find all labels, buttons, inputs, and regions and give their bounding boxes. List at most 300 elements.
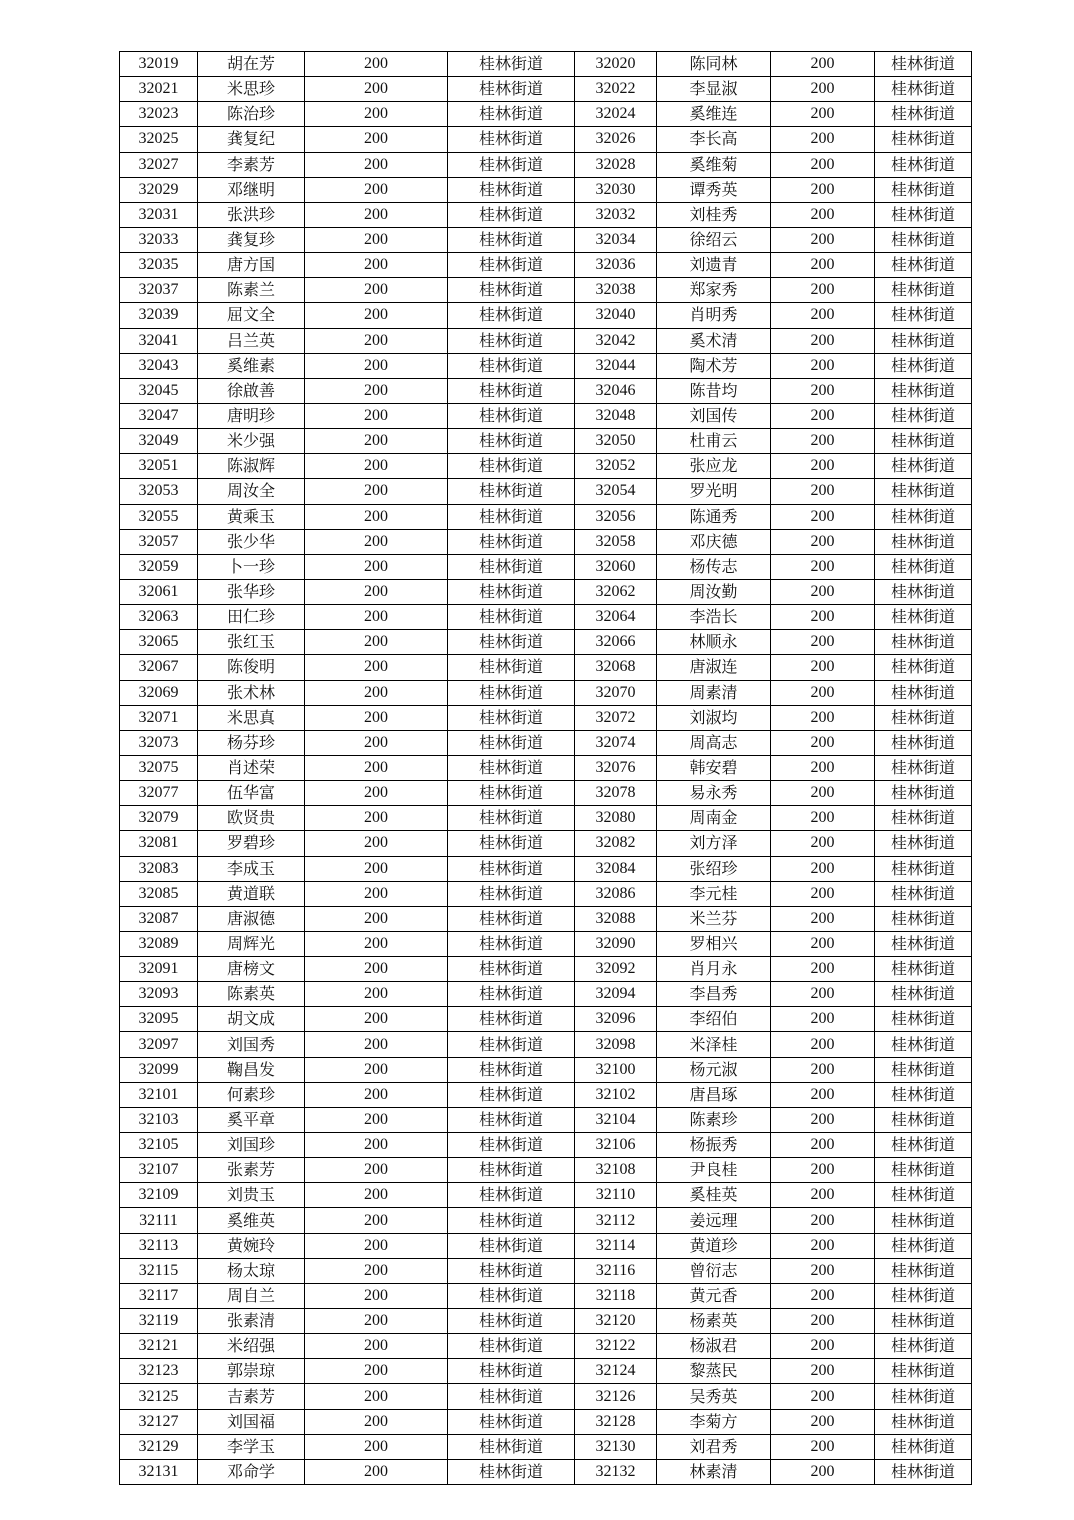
table-row bbox=[120, 454, 972, 479]
table-row bbox=[120, 52, 972, 77]
table-row bbox=[120, 303, 972, 328]
table-row bbox=[120, 1434, 972, 1459]
amount-cell: 200 bbox=[771, 931, 875, 956]
table-row bbox=[120, 1384, 972, 1409]
amount-cell: 200 bbox=[305, 906, 448, 931]
street-name-cell: 桂林街道 bbox=[448, 1409, 575, 1434]
record-id-cell: 32090 bbox=[575, 931, 657, 956]
table-row bbox=[120, 1032, 972, 1057]
record-id-cell: 32077 bbox=[120, 781, 198, 806]
amount-cell: 200 bbox=[305, 1409, 448, 1434]
table-row bbox=[120, 1158, 972, 1183]
record-id-cell: 32092 bbox=[575, 957, 657, 982]
record-id-cell: 32027 bbox=[120, 152, 198, 177]
record-id-cell: 32129 bbox=[120, 1434, 198, 1459]
table-row bbox=[120, 705, 972, 730]
table-row bbox=[120, 931, 972, 956]
table-row bbox=[120, 127, 972, 152]
street-name-cell: 桂林街道 bbox=[875, 705, 972, 730]
person-name-cell: 奚维菊 bbox=[657, 152, 771, 177]
amount-cell: 200 bbox=[771, 1208, 875, 1233]
amount-cell: 200 bbox=[305, 1434, 448, 1459]
person-name-cell: 陈同林 bbox=[657, 52, 771, 77]
street-name-cell: 桂林街道 bbox=[875, 931, 972, 956]
person-name-cell: 李浩长 bbox=[657, 605, 771, 630]
person-name-cell: 唐昌琢 bbox=[657, 1082, 771, 1107]
amount-cell: 200 bbox=[771, 730, 875, 755]
record-id-cell: 32046 bbox=[575, 378, 657, 403]
person-name-cell: 杨芬珍 bbox=[198, 730, 305, 755]
street-name-cell: 桂林街道 bbox=[448, 982, 575, 1007]
street-name-cell: 桂林街道 bbox=[875, 579, 972, 604]
record-id-cell: 32076 bbox=[575, 755, 657, 780]
street-name-cell: 桂林街道 bbox=[448, 278, 575, 303]
street-name-cell: 桂林街道 bbox=[448, 957, 575, 982]
street-name-cell: 桂林街道 bbox=[875, 1258, 972, 1283]
amount-cell: 200 bbox=[771, 1007, 875, 1032]
table-row bbox=[120, 1334, 972, 1359]
record-id-cell: 32113 bbox=[120, 1233, 198, 1258]
person-name-cell: 卜一珍 bbox=[198, 554, 305, 579]
street-name-cell: 桂林街道 bbox=[875, 77, 972, 102]
amount-cell: 200 bbox=[305, 630, 448, 655]
street-name-cell: 桂林街道 bbox=[875, 1334, 972, 1359]
street-name-cell: 桂林街道 bbox=[875, 1082, 972, 1107]
street-name-cell: 桂林街道 bbox=[448, 1133, 575, 1158]
table-row bbox=[120, 630, 972, 655]
street-name-cell: 桂林街道 bbox=[875, 454, 972, 479]
record-id-cell: 32056 bbox=[575, 504, 657, 529]
record-id-cell: 32088 bbox=[575, 906, 657, 931]
record-id-cell: 32101 bbox=[120, 1082, 198, 1107]
record-id-cell: 32078 bbox=[575, 781, 657, 806]
person-name-cell: 张素芳 bbox=[198, 1158, 305, 1183]
record-id-cell: 32026 bbox=[575, 127, 657, 152]
amount-cell: 200 bbox=[771, 1233, 875, 1258]
record-id-cell: 32073 bbox=[120, 730, 198, 755]
person-name-cell: 唐方国 bbox=[198, 253, 305, 278]
street-name-cell: 桂林街道 bbox=[875, 1459, 972, 1484]
table-row bbox=[120, 378, 972, 403]
record-id-cell: 32119 bbox=[120, 1309, 198, 1334]
person-name-cell: 杨太琼 bbox=[198, 1258, 305, 1283]
amount-cell: 200 bbox=[305, 127, 448, 152]
table-row bbox=[120, 1107, 972, 1132]
street-name-cell: 桂林街道 bbox=[448, 1158, 575, 1183]
person-name-cell: 徐啟善 bbox=[198, 378, 305, 403]
person-name-cell: 李显淑 bbox=[657, 77, 771, 102]
amount-cell: 200 bbox=[771, 881, 875, 906]
street-name-cell: 桂林街道 bbox=[875, 1107, 972, 1132]
table-row bbox=[120, 605, 972, 630]
street-name-cell: 桂林街道 bbox=[875, 504, 972, 529]
street-name-cell: 桂林街道 bbox=[448, 479, 575, 504]
record-id-cell: 32109 bbox=[120, 1183, 198, 1208]
amount-cell: 200 bbox=[305, 1032, 448, 1057]
amount-cell: 200 bbox=[305, 1057, 448, 1082]
street-name-cell: 桂林街道 bbox=[448, 1082, 575, 1107]
person-name-cell: 肖月永 bbox=[657, 957, 771, 982]
street-name-cell: 桂林街道 bbox=[448, 1032, 575, 1057]
amount-cell: 200 bbox=[771, 1133, 875, 1158]
street-name-cell: 桂林街道 bbox=[448, 881, 575, 906]
record-id-cell: 32091 bbox=[120, 957, 198, 982]
record-id-cell: 32107 bbox=[120, 1158, 198, 1183]
street-name-cell: 桂林街道 bbox=[875, 856, 972, 881]
record-id-cell: 32094 bbox=[575, 982, 657, 1007]
record-id-cell: 32033 bbox=[120, 227, 198, 252]
record-id-cell: 32086 bbox=[575, 881, 657, 906]
amount-cell: 200 bbox=[771, 605, 875, 630]
table-row bbox=[120, 202, 972, 227]
record-id-cell: 32102 bbox=[575, 1082, 657, 1107]
person-name-cell: 周辉光 bbox=[198, 931, 305, 956]
person-name-cell: 唐明珍 bbox=[198, 403, 305, 428]
amount-cell: 200 bbox=[305, 705, 448, 730]
record-id-cell: 32084 bbox=[575, 856, 657, 881]
person-name-cell: 尹良桂 bbox=[657, 1158, 771, 1183]
amount-cell: 200 bbox=[305, 1183, 448, 1208]
person-name-cell: 杨传志 bbox=[657, 554, 771, 579]
amount-cell: 200 bbox=[305, 328, 448, 353]
amount-cell: 200 bbox=[305, 1007, 448, 1032]
record-id-cell: 32031 bbox=[120, 202, 198, 227]
street-name-cell: 桂林街道 bbox=[448, 630, 575, 655]
record-id-cell: 32080 bbox=[575, 806, 657, 831]
table-row bbox=[120, 403, 972, 428]
person-name-cell: 林素清 bbox=[657, 1459, 771, 1484]
person-name-cell: 黎蒸民 bbox=[657, 1359, 771, 1384]
person-name-cell: 吕兰英 bbox=[198, 328, 305, 353]
street-name-cell: 桂林街道 bbox=[875, 755, 972, 780]
person-name-cell: 肖述荣 bbox=[198, 755, 305, 780]
person-name-cell: 黄乘玉 bbox=[198, 504, 305, 529]
table-row bbox=[120, 781, 972, 806]
person-name-cell: 谭秀英 bbox=[657, 177, 771, 202]
street-name-cell: 桂林街道 bbox=[875, 52, 972, 77]
amount-cell: 200 bbox=[771, 1384, 875, 1409]
record-id-cell: 32035 bbox=[120, 253, 198, 278]
person-name-cell: 陈素珍 bbox=[657, 1107, 771, 1132]
record-id-cell: 32052 bbox=[575, 454, 657, 479]
street-name-cell: 桂林街道 bbox=[448, 730, 575, 755]
record-id-cell: 32127 bbox=[120, 1409, 198, 1434]
record-id-cell: 32130 bbox=[575, 1434, 657, 1459]
person-name-cell: 张洪珍 bbox=[198, 202, 305, 227]
person-name-cell: 罗碧珍 bbox=[198, 831, 305, 856]
street-name-cell: 桂林街道 bbox=[448, 1233, 575, 1258]
person-name-cell: 张术林 bbox=[198, 680, 305, 705]
street-name-cell: 桂林街道 bbox=[448, 177, 575, 202]
amount-cell: 200 bbox=[305, 1233, 448, 1258]
amount-cell: 200 bbox=[771, 479, 875, 504]
record-id-cell: 32024 bbox=[575, 102, 657, 127]
record-id-cell: 32030 bbox=[575, 177, 657, 202]
person-name-cell: 刘君秀 bbox=[657, 1434, 771, 1459]
street-name-cell: 桂林街道 bbox=[875, 278, 972, 303]
amount-cell: 200 bbox=[771, 1309, 875, 1334]
street-name-cell: 桂林街道 bbox=[875, 1409, 972, 1434]
amount-cell: 200 bbox=[305, 957, 448, 982]
amount-cell: 200 bbox=[771, 227, 875, 252]
person-name-cell: 唐淑德 bbox=[198, 906, 305, 931]
street-name-cell: 桂林街道 bbox=[875, 429, 972, 454]
record-id-cell: 32040 bbox=[575, 303, 657, 328]
street-name-cell: 桂林街道 bbox=[875, 202, 972, 227]
amount-cell: 200 bbox=[771, 102, 875, 127]
table-row bbox=[120, 806, 972, 831]
street-name-cell: 桂林街道 bbox=[875, 982, 972, 1007]
record-id-cell: 32051 bbox=[120, 454, 198, 479]
person-name-cell: 李菊方 bbox=[657, 1409, 771, 1434]
street-name-cell: 桂林街道 bbox=[875, 152, 972, 177]
street-name-cell: 桂林街道 bbox=[448, 806, 575, 831]
amount-cell: 200 bbox=[771, 906, 875, 931]
person-name-cell: 刘桂秀 bbox=[657, 202, 771, 227]
street-name-cell: 桂林街道 bbox=[875, 881, 972, 906]
street-name-cell: 桂林街道 bbox=[875, 906, 972, 931]
person-name-cell: 邓命学 bbox=[198, 1459, 305, 1484]
amount-cell: 200 bbox=[771, 1032, 875, 1057]
amount-cell: 200 bbox=[305, 202, 448, 227]
street-name-cell: 桂林街道 bbox=[448, 755, 575, 780]
person-name-cell: 奚平章 bbox=[198, 1107, 305, 1132]
amount-cell: 200 bbox=[305, 303, 448, 328]
record-id-cell: 32112 bbox=[575, 1208, 657, 1233]
record-id-cell: 32075 bbox=[120, 755, 198, 780]
street-name-cell: 桂林街道 bbox=[448, 52, 575, 77]
street-name-cell: 桂林街道 bbox=[875, 1032, 972, 1057]
person-name-cell: 周汝勤 bbox=[657, 579, 771, 604]
record-id-cell: 32100 bbox=[575, 1057, 657, 1082]
record-id-cell: 32082 bbox=[575, 831, 657, 856]
record-id-cell: 32053 bbox=[120, 479, 198, 504]
amount-cell: 200 bbox=[771, 378, 875, 403]
amount-cell: 200 bbox=[771, 1258, 875, 1283]
record-id-cell: 32106 bbox=[575, 1133, 657, 1158]
table-row bbox=[120, 554, 972, 579]
person-name-cell: 陶术芳 bbox=[657, 353, 771, 378]
person-name-cell: 张华珍 bbox=[198, 579, 305, 604]
record-id-cell: 32125 bbox=[120, 1384, 198, 1409]
street-name-cell: 桂林街道 bbox=[875, 680, 972, 705]
person-name-cell: 黄元香 bbox=[657, 1283, 771, 1308]
street-name-cell: 桂林街道 bbox=[448, 403, 575, 428]
record-id-cell: 32055 bbox=[120, 504, 198, 529]
street-name-cell: 桂林街道 bbox=[448, 1459, 575, 1484]
amount-cell: 200 bbox=[771, 328, 875, 353]
person-name-cell: 郑家秀 bbox=[657, 278, 771, 303]
street-name-cell: 桂林街道 bbox=[448, 781, 575, 806]
record-id-cell: 32036 bbox=[575, 253, 657, 278]
street-name-cell: 桂林街道 bbox=[448, 655, 575, 680]
amount-cell: 200 bbox=[771, 982, 875, 1007]
person-name-cell: 米绍强 bbox=[198, 1334, 305, 1359]
table-row bbox=[120, 1082, 972, 1107]
street-name-cell: 桂林街道 bbox=[875, 1359, 972, 1384]
record-id-cell: 32126 bbox=[575, 1384, 657, 1409]
person-name-cell: 胡文成 bbox=[198, 1007, 305, 1032]
street-name-cell: 桂林街道 bbox=[875, 253, 972, 278]
amount-cell: 200 bbox=[771, 1283, 875, 1308]
person-name-cell: 周南金 bbox=[657, 806, 771, 831]
street-name-cell: 桂林街道 bbox=[875, 177, 972, 202]
street-name-cell: 桂林街道 bbox=[875, 655, 972, 680]
record-id-cell: 32023 bbox=[120, 102, 198, 127]
record-id-cell: 32099 bbox=[120, 1057, 198, 1082]
person-name-cell: 周汝全 bbox=[198, 479, 305, 504]
street-name-cell: 桂林街道 bbox=[875, 529, 972, 554]
person-name-cell: 韩安碧 bbox=[657, 755, 771, 780]
person-name-cell: 黄婉玲 bbox=[198, 1233, 305, 1258]
record-id-cell: 32089 bbox=[120, 931, 198, 956]
person-name-cell: 奚维连 bbox=[657, 102, 771, 127]
amount-cell: 200 bbox=[305, 227, 448, 252]
record-id-cell: 32105 bbox=[120, 1133, 198, 1158]
street-name-cell: 桂林街道 bbox=[448, 227, 575, 252]
amount-cell: 200 bbox=[305, 554, 448, 579]
person-name-cell: 陈俊明 bbox=[198, 655, 305, 680]
record-id-cell: 32068 bbox=[575, 655, 657, 680]
amount-cell: 200 bbox=[305, 1258, 448, 1283]
table-row bbox=[120, 1409, 972, 1434]
record-id-cell: 32115 bbox=[120, 1258, 198, 1283]
record-id-cell: 32038 bbox=[575, 278, 657, 303]
street-name-cell: 桂林街道 bbox=[875, 730, 972, 755]
person-name-cell: 唐淑连 bbox=[657, 655, 771, 680]
amount-cell: 200 bbox=[305, 403, 448, 428]
person-name-cell: 周素清 bbox=[657, 680, 771, 705]
street-name-cell: 桂林街道 bbox=[448, 1359, 575, 1384]
record-id-cell: 32028 bbox=[575, 152, 657, 177]
person-name-cell: 米思真 bbox=[198, 705, 305, 730]
street-name-cell: 桂林街道 bbox=[875, 781, 972, 806]
street-name-cell: 桂林街道 bbox=[448, 529, 575, 554]
street-name-cell: 桂林街道 bbox=[875, 1007, 972, 1032]
amount-cell: 200 bbox=[305, 479, 448, 504]
amount-cell: 200 bbox=[305, 755, 448, 780]
person-name-cell: 刘国珍 bbox=[198, 1133, 305, 1158]
record-id-cell: 32048 bbox=[575, 403, 657, 428]
record-id-cell: 32050 bbox=[575, 429, 657, 454]
street-name-cell: 桂林街道 bbox=[875, 1434, 972, 1459]
amount-cell: 200 bbox=[771, 353, 875, 378]
amount-cell: 200 bbox=[771, 831, 875, 856]
record-id-cell: 32047 bbox=[120, 403, 198, 428]
table-row bbox=[120, 278, 972, 303]
table-row bbox=[120, 730, 972, 755]
record-id-cell: 32042 bbox=[575, 328, 657, 353]
amount-cell: 200 bbox=[305, 831, 448, 856]
record-id-cell: 32116 bbox=[575, 1258, 657, 1283]
amount-cell: 200 bbox=[305, 1459, 448, 1484]
street-name-cell: 桂林街道 bbox=[448, 253, 575, 278]
record-id-cell: 32039 bbox=[120, 303, 198, 328]
amount-cell: 200 bbox=[305, 806, 448, 831]
amount-cell: 200 bbox=[305, 102, 448, 127]
street-name-cell: 桂林街道 bbox=[875, 1384, 972, 1409]
amount-cell: 200 bbox=[771, 856, 875, 881]
amount-cell: 200 bbox=[305, 177, 448, 202]
street-name-cell: 桂林街道 bbox=[448, 77, 575, 102]
street-name-cell: 桂林街道 bbox=[448, 705, 575, 730]
person-name-cell: 龚复纪 bbox=[198, 127, 305, 152]
person-name-cell: 奚桂英 bbox=[657, 1183, 771, 1208]
record-id-cell: 32072 bbox=[575, 705, 657, 730]
amount-cell: 200 bbox=[771, 77, 875, 102]
street-name-cell: 桂林街道 bbox=[448, 102, 575, 127]
table-row bbox=[120, 529, 972, 554]
street-name-cell: 桂林街道 bbox=[448, 1283, 575, 1308]
street-name-cell: 桂林街道 bbox=[448, 579, 575, 604]
person-name-cell: 李长高 bbox=[657, 127, 771, 152]
street-name-cell: 桂林街道 bbox=[448, 202, 575, 227]
amount-cell: 200 bbox=[771, 278, 875, 303]
amount-cell: 200 bbox=[305, 353, 448, 378]
person-name-cell: 周高志 bbox=[657, 730, 771, 755]
table-row bbox=[120, 328, 972, 353]
person-name-cell: 鞠昌发 bbox=[198, 1057, 305, 1082]
person-name-cell: 何素珍 bbox=[198, 1082, 305, 1107]
person-name-cell: 易永秀 bbox=[657, 781, 771, 806]
record-id-cell: 32064 bbox=[575, 605, 657, 630]
record-id-cell: 32058 bbox=[575, 529, 657, 554]
record-id-cell: 32123 bbox=[120, 1359, 198, 1384]
person-name-cell: 李元桂 bbox=[657, 881, 771, 906]
amount-cell: 200 bbox=[771, 202, 875, 227]
street-name-cell: 桂林街道 bbox=[875, 605, 972, 630]
record-id-cell: 32065 bbox=[120, 630, 198, 655]
person-name-cell: 刘遗青 bbox=[657, 253, 771, 278]
street-name-cell: 桂林街道 bbox=[448, 1434, 575, 1459]
amount-cell: 200 bbox=[771, 957, 875, 982]
record-id-cell: 32098 bbox=[575, 1032, 657, 1057]
table-row bbox=[120, 227, 972, 252]
street-name-cell: 桂林街道 bbox=[448, 856, 575, 881]
person-name-cell: 胡在芳 bbox=[198, 52, 305, 77]
amount-cell: 200 bbox=[771, 127, 875, 152]
amount-cell: 200 bbox=[305, 1283, 448, 1308]
table-row bbox=[120, 579, 972, 604]
table-row bbox=[120, 655, 972, 680]
record-id-cell: 32069 bbox=[120, 680, 198, 705]
amount-cell: 200 bbox=[771, 1183, 875, 1208]
table-row bbox=[120, 102, 972, 127]
record-id-cell: 32049 bbox=[120, 429, 198, 454]
amount-cell: 200 bbox=[305, 1334, 448, 1359]
street-name-cell: 桂林街道 bbox=[448, 353, 575, 378]
table-row bbox=[120, 755, 972, 780]
person-name-cell: 张素清 bbox=[198, 1309, 305, 1334]
person-name-cell: 李成玉 bbox=[198, 856, 305, 881]
amount-cell: 200 bbox=[305, 931, 448, 956]
amount-cell: 200 bbox=[305, 253, 448, 278]
record-id-cell: 32110 bbox=[575, 1183, 657, 1208]
person-name-cell: 杜甫云 bbox=[657, 429, 771, 454]
street-name-cell: 桂林街道 bbox=[875, 630, 972, 655]
record-id-cell: 32067 bbox=[120, 655, 198, 680]
amount-cell: 200 bbox=[305, 655, 448, 680]
table-row bbox=[120, 1133, 972, 1158]
person-name-cell: 米少强 bbox=[198, 429, 305, 454]
street-name-cell: 桂林街道 bbox=[875, 328, 972, 353]
street-name-cell: 桂林街道 bbox=[875, 303, 972, 328]
street-name-cell: 桂林街道 bbox=[448, 454, 575, 479]
street-name-cell: 桂林街道 bbox=[448, 504, 575, 529]
table-row bbox=[120, 1309, 972, 1334]
street-name-cell: 桂林街道 bbox=[875, 127, 972, 152]
street-name-cell: 桂林街道 bbox=[875, 1183, 972, 1208]
